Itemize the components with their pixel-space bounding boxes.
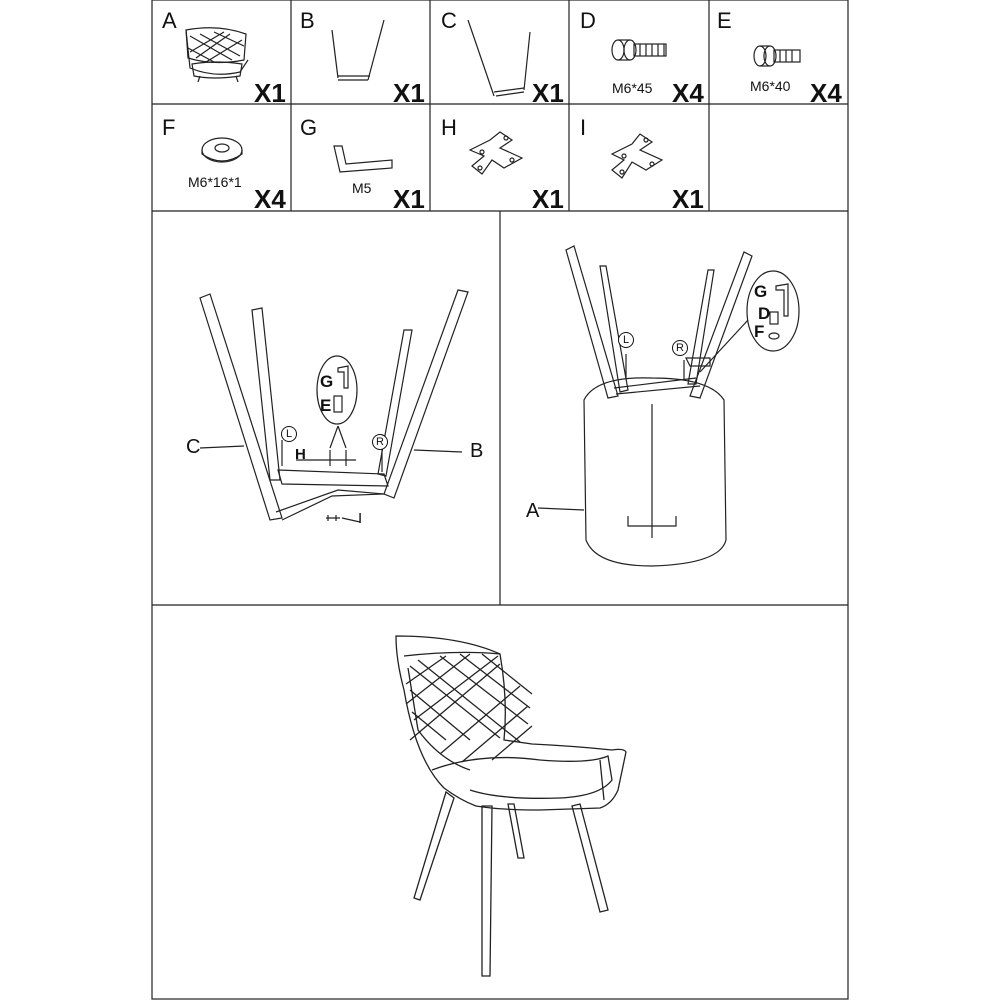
- left-side-marker: L: [618, 332, 634, 348]
- part-letter: E: [717, 8, 732, 33]
- part-quantity: X4: [672, 78, 704, 108]
- step1-detail-g: G: [320, 372, 334, 391]
- assembled-chair: [396, 636, 626, 976]
- cross-plate-i-icon: [612, 134, 662, 178]
- leg-frame-c-icon: [468, 20, 530, 96]
- step2-label-a: A: [526, 500, 540, 522]
- right-side-marker: R: [672, 340, 688, 356]
- allen-key-icon: [334, 146, 392, 172]
- part-spec: M5: [352, 180, 372, 196]
- bolt-m6x40-icon: [754, 46, 800, 66]
- part-quantity: X1: [393, 184, 425, 214]
- part-quantity: X4: [810, 78, 842, 108]
- step1-label-c: C: [186, 436, 201, 458]
- part-letter: A: [162, 8, 177, 33]
- parts-grid: [152, 0, 848, 999]
- left-side-marker: L: [281, 426, 297, 442]
- part-quantity: X1: [254, 78, 286, 108]
- part-letter: B: [300, 8, 315, 33]
- part-quantity: X1: [532, 184, 564, 214]
- part-spec: M6*16*1: [188, 174, 242, 190]
- step1-label-b: B: [470, 440, 484, 462]
- washer-icon: [202, 138, 242, 162]
- step1-diagram: [200, 290, 468, 522]
- part-letter: G: [300, 115, 318, 140]
- part-letter: D: [580, 8, 596, 33]
- part-spec: M6*45: [612, 80, 653, 96]
- part-letter: I: [580, 115, 587, 140]
- bolt-m6x45-icon: [612, 40, 666, 60]
- part-letter: F: [162, 115, 176, 140]
- part-letter: H: [441, 115, 457, 140]
- part-quantity: X1: [532, 78, 564, 108]
- part-quantity: X1: [393, 78, 425, 108]
- step2-detail-g: G: [754, 282, 768, 301]
- step1-label-i: I: [358, 510, 363, 527]
- right-side-marker: R: [372, 434, 388, 450]
- step1-label-h: H: [295, 446, 306, 463]
- part-letter: C: [441, 8, 457, 33]
- part-quantity: X4: [254, 184, 286, 214]
- step2-detail-f: F: [754, 322, 765, 341]
- step1-detail-e: E: [320, 396, 332, 415]
- part-spec: M6*40: [750, 78, 791, 94]
- step2-detail-d: D: [758, 304, 771, 323]
- leg-frame-b-icon: [332, 20, 384, 80]
- part-quantity: X1: [672, 184, 704, 214]
- chair-seat-icon: [186, 28, 248, 82]
- cross-plate-h-icon: [470, 132, 522, 174]
